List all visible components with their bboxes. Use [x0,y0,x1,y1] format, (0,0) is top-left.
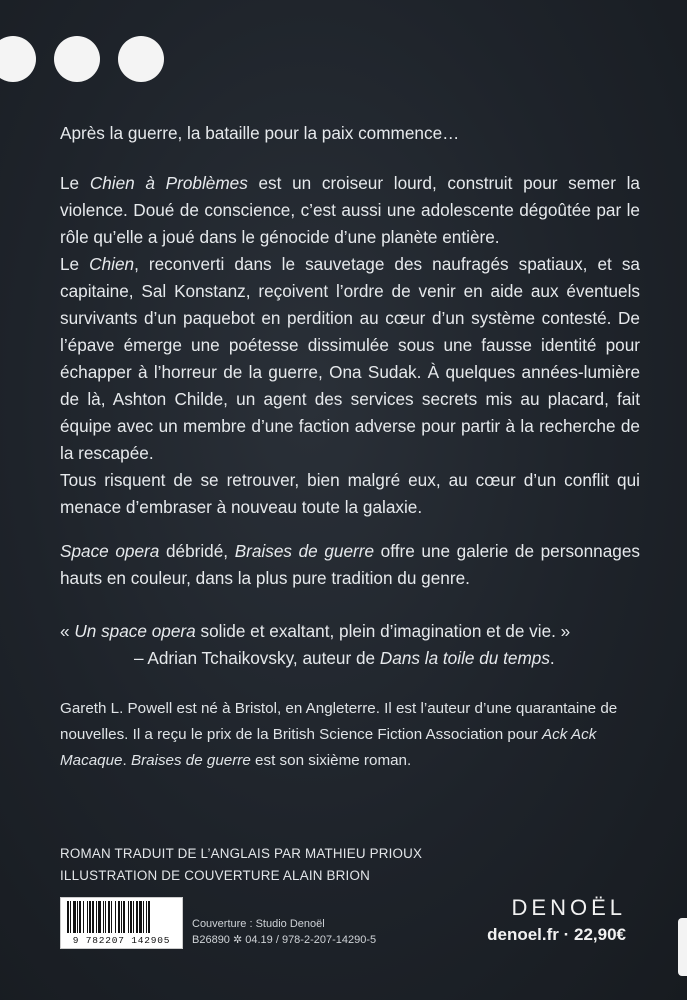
dot-3 [118,36,164,82]
genre-paragraph: Space opera débridé, Braises de guerre offre une galerie de personnages hauts en couleur, dans la plus pure tradition du genre. [60,541,641,588]
isbn-number: 9 782207 142905 [72,935,171,946]
credits [60,843,422,887]
synopsis-paragraph-3: Tous risquent de se retrouver, bien malgré eux, au cœur d’un conflit qui menace d’embraser à nouveau toute la galaxie. [60,470,640,517]
review-quote [60,618,640,672]
synopsis-paragraph-1: Le Chien à Problèmes est un croiseur lourd, construit pour semer la violence. Doué de conscience, c’est aussi une adolescente dégoûtée par le rôle qu’elle a joué dans le génocide d’une planète entière. [60,173,640,247]
barcode-bars [61,898,182,936]
publisher-logo: DENOËL [511,895,626,920]
synopsis [60,170,640,521]
website-price: denoel.fr · 22,90€ [487,925,626,944]
translation-credit: ROMAN TRADUIT DE L’ANGLAIS PAR MATHIEU PRIOUX [60,846,423,861]
quote-text: « Un space opera solide et exaltant, plein d’imagination et de vie. » [60,621,571,641]
dot-1 [0,36,36,82]
barcode [60,897,183,949]
synopsis-paragraph-2: Le Chien, reconverti dans le sauvetage des naufragés spatiaux, et sa capitaine, Sal Konstanz, reçoivent l’ordre de venir en aide aux éventuels survivants d’un paquebot en perdition au cœur d’un système contesté. De l’épave émerge une poétesse dissimulée sous une fausse identité pour échapper à l’horreur de la guerre, Ona Sudak. À quelques années-lumière de là, Ashton Childe, un agent des services secrets mis au placard, fait équipe avec un membre d’une faction adverse pour partir à la recherche de la rescapée. [60,254,640,463]
illustration-credit: ILLUSTRATION DE COUVERTURE ALAIN BRION [60,868,370,883]
tagline: Après la guerre, la bataille pour la paix commence… [60,123,460,143]
page-edge [678,918,687,976]
ship-name: Chien à Problèmes [89,173,248,193]
author-bio: Gareth L. Powell est né à Bristol, en Angleterre. Il est l’auteur d’une quarantaine de nouvelles. Il a reçu le prix de la British Science Fiction Association pour Ack Ack Macaque. Braises de guerre est son sixième roman. [60,700,618,769]
quote-attribution: – Adrian Tchaikovsky, auteur de Dans la toile du temps. [134,648,555,668]
dot-2 [54,36,100,82]
decorative-dots [0,36,164,82]
small-credits: Couverture : Studio Denoël B26890 ✲ 04.19 / 978-2-207-14290-5 [192,918,377,946]
